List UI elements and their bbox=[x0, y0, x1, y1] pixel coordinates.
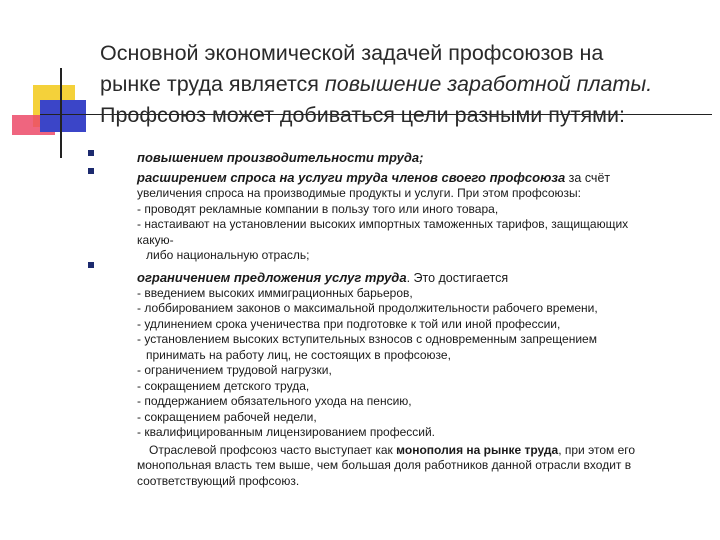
list-item-3 bbox=[137, 270, 702, 286]
item-3-line-2: - лоббированием законов о максимальной продолжительности рабочего времени, bbox=[137, 301, 598, 315]
body-content bbox=[137, 150, 702, 489]
item-3-line-10: - квалифицированным лицензированием профессий. bbox=[137, 425, 436, 439]
title-line-1: Основной экономической задачей профсоюзов на bbox=[100, 41, 604, 65]
item-3-line-6: - ограничением трудовой нагрузки, bbox=[137, 363, 332, 377]
decor-vertical-line bbox=[60, 68, 62, 158]
title-line-2 bbox=[100, 69, 710, 100]
bullet-2-icon bbox=[88, 168, 94, 174]
list-item-1 bbox=[137, 150, 702, 166]
title-line-2-italic: повышение заработной платы. bbox=[324, 72, 653, 96]
list-item-2 bbox=[137, 170, 702, 186]
title-line-3: Профсоюз может добиваться цели разными путями: bbox=[100, 103, 625, 127]
slide-title bbox=[100, 38, 710, 131]
bullet-3-icon bbox=[88, 262, 94, 268]
closing-part-1: Отраслевой профсоюз часто выступает как bbox=[149, 442, 397, 457]
item-2-bold: расширением спроса на услуги труда членов своего профсоюза bbox=[137, 170, 566, 185]
closing-part-2: , при этом его монопольная власть тем выше, чем большая доля работников данной отрасли входит в соответствующий профсоюз. bbox=[137, 442, 636, 488]
item-3-line-4: - установлением высоких вступительных взносов с одновременным запрещением bbox=[137, 332, 597, 346]
item-3-line-1: - введением высоких иммиграционных барьеров, bbox=[137, 285, 413, 300]
bullet-1-icon bbox=[88, 150, 94, 156]
item-2-line-4: либо национальную отрасль; bbox=[146, 248, 310, 262]
item-2-line-2: - проводят рекламные компании в пользу того или иного товара, bbox=[137, 201, 499, 216]
item-2-line-1: увеличения спроса на производимые продукты и услуги. При этом профсоюзы: bbox=[137, 186, 581, 200]
item-3-line-3: - удлинением срока ученичества при подготовке к той или иной профессии, bbox=[137, 316, 561, 331]
title-line-2-plain: рынке труда является bbox=[100, 72, 325, 96]
item-2-rest: за счёт bbox=[565, 171, 611, 185]
item-3-rest: . Это достигается bbox=[406, 270, 509, 285]
item-1-bold: повышением производительности труда; bbox=[137, 150, 424, 165]
item-3-line-7: - сокращением детского труда, bbox=[137, 378, 310, 393]
closing-paragraph bbox=[137, 443, 702, 490]
item-3-line-8: - поддержанием обязательного ухода на пенсию, bbox=[137, 394, 412, 408]
item-3-line-5: принимать на работу лиц, не состоящих в профсоюзе, bbox=[146, 347, 451, 362]
decor-blue-square bbox=[40, 100, 86, 132]
item-2-line-3: - настаивают на установлении высоких импортных таможенных тарифов, защищающих какую- bbox=[137, 217, 629, 247]
item-3-line-9: - сокращением рабочей недели, bbox=[137, 409, 317, 424]
closing-bold: монополия на рынке труда bbox=[396, 442, 559, 457]
item-3-bold: ограничением предложения услуг труда bbox=[137, 269, 407, 285]
